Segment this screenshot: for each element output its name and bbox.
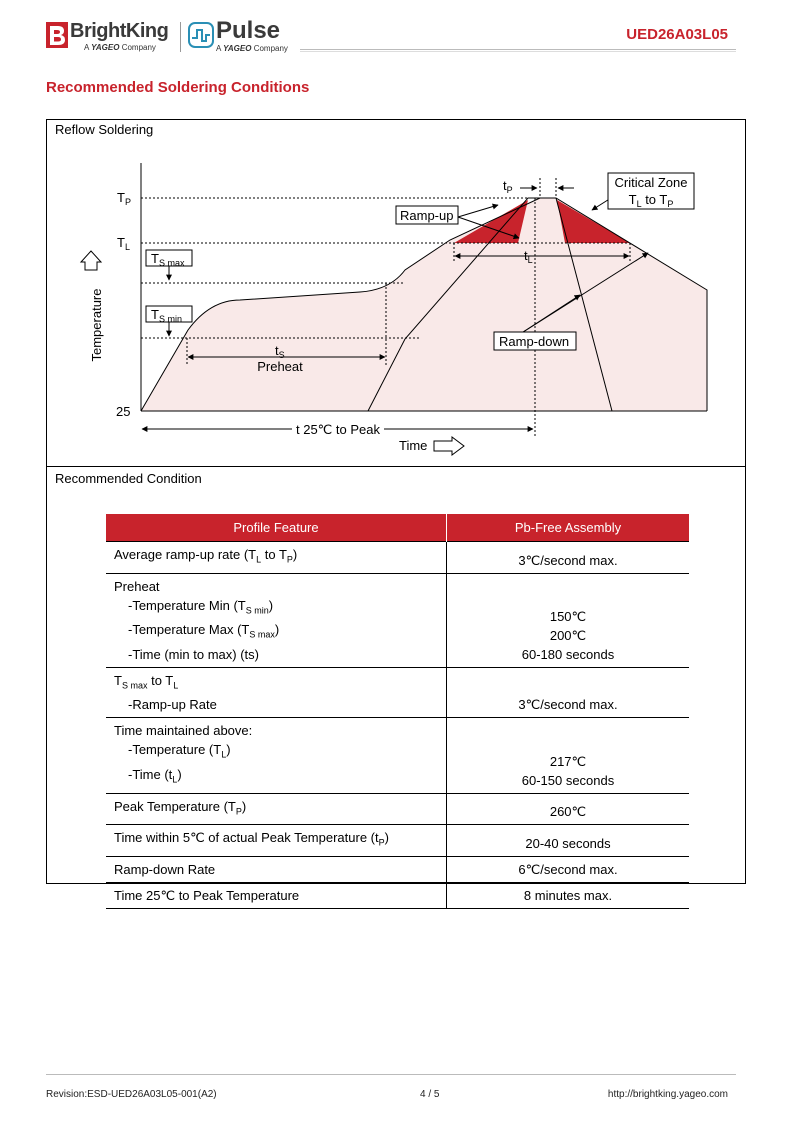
document-id: UED26A03L05 (626, 26, 728, 43)
pulse-subtitle: A YAGEO Company (216, 44, 288, 53)
rampdown-label: Ramp-down (499, 334, 570, 349)
pulse-mark-icon (188, 22, 214, 48)
tp-annotation: $t_P$ (503, 178, 513, 195)
reflow-profile-diagram (47, 140, 737, 460)
footer-url[interactable]: http://brightking.yageo.com (607, 1089, 728, 1100)
table-row (106, 825, 689, 857)
feature-cell: Time within 5℃ of actual Peak Temperature $(t_P)$ (106, 825, 447, 857)
table-row (106, 718, 689, 793)
logo-separator (180, 22, 181, 52)
tsmin-label: $T_{S min}$ (151, 307, 182, 324)
tsmax-label: $T_{S max}$ (151, 251, 185, 268)
tick-tl: $T_L$ (117, 235, 130, 252)
section-title: Recommended Soldering Conditions (46, 79, 310, 96)
critical-zone-label-2: $T_L$ to $T_P$ (628, 192, 674, 209)
y-axis-title: Temperature (89, 288, 104, 362)
header-rule-2 (300, 51, 736, 52)
table-row (106, 856, 689, 882)
t25-peak-label: t 25℃ to Peak (296, 422, 380, 437)
rampup-pointer-1 (458, 205, 498, 217)
table-row (106, 793, 689, 825)
recommended-condition-table (106, 514, 689, 909)
feature-cell: Peak Temperature $(T_P)$ (106, 793, 447, 825)
value-cell: 8 minutes max. (447, 882, 690, 908)
value-cell: 3℃/second max. (447, 667, 690, 718)
rampup-label: Ramp-up (400, 208, 454, 223)
brightking-mark-icon (46, 22, 68, 48)
footer-revision: Revision:ESD-UED26A03L05-001(A2) (46, 1089, 217, 1100)
header-profile-feature: Profile Feature (106, 514, 447, 542)
feature-cell: Ramp-down Rate (106, 856, 447, 882)
header-pb-free-assembly: Pb-Free Assembly (447, 514, 690, 542)
feature-cell: Time maintained above: -Temperature $(T_L)$ -Time $(t_L)$ (106, 718, 447, 793)
pulse-name: Pulse (216, 17, 281, 44)
value-cell: 6℃/second max. (447, 856, 690, 882)
time-arrow-icon (434, 437, 464, 455)
footer-rule (46, 1074, 736, 1075)
tick-25: 25 (116, 404, 131, 419)
table-row (106, 542, 689, 574)
value-cell: 217℃ 60-150 seconds (447, 718, 690, 793)
section-divider (46, 466, 746, 467)
tl-annotation: $t_L$ (524, 248, 533, 265)
feature-cell: Preheat -Temperature Min $(T_{S min})$ -Temperature Max $(T_{S max})$ -Time (min to max) (ts) (106, 573, 447, 667)
critical-zone-label-1: Critical Zone (614, 175, 688, 190)
value-cell: 20-40 seconds (447, 825, 690, 857)
header-rule (300, 49, 736, 50)
feature-cell: Time 25℃ to Peak Temperature (106, 882, 447, 908)
footer-page-number: 4 / 5 (420, 1089, 440, 1100)
table-header-row (106, 514, 689, 542)
profile-area (141, 198, 707, 411)
preheat-label: Preheat (257, 359, 303, 374)
table-row (106, 882, 689, 908)
table-row (106, 573, 689, 667)
value-cell: 3℃/second max. (447, 542, 690, 574)
reflow-label: Reflow Soldering (55, 122, 154, 137)
brightking-name: BrightKing (70, 20, 169, 42)
feature-cell: Average ramp-up rate ($T_L$ to $T_P$) (106, 542, 447, 574)
table-row (106, 667, 689, 718)
x-axis-title: Time (399, 438, 428, 453)
brightking-subtitle: A YAGEO Company (84, 43, 156, 52)
tick-tp: $T_P$ (117, 190, 131, 207)
value-cell: 150℃ 200℃ 60-180 seconds (447, 573, 690, 667)
ts-annotation: $t_S$ (275, 343, 285, 360)
brightking-logo (46, 20, 176, 54)
critical-zone-rampup (454, 200, 528, 243)
value-cell: 260℃ (447, 793, 690, 825)
recommended-label: Recommended Condition (55, 471, 202, 486)
pulse-logo (188, 17, 308, 54)
temperature-arrow-icon (81, 251, 101, 270)
feature-cell: $T_{S max}$ to $T_L$ -Ramp-up Rate (106, 667, 447, 718)
